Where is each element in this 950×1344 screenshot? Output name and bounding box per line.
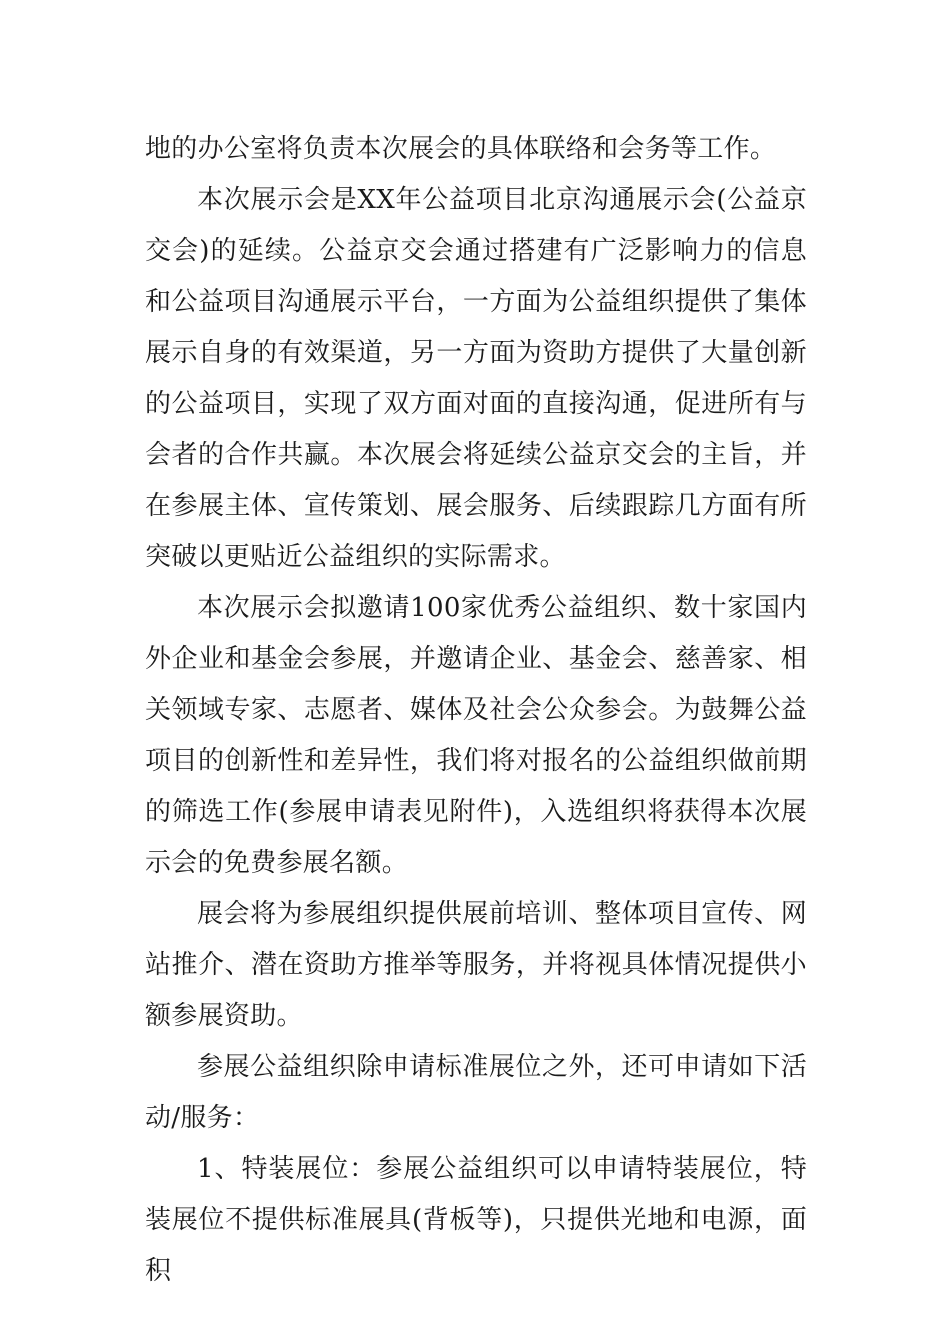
- document-body: [145, 124, 807, 1297]
- paragraph-4: 展会将为参展组织提供展前培训、整体项目宣传、网站推介、潜在资助方推举等服务，并将视具体情况提供小额参展资助。: [145, 899, 807, 1031]
- paragraph-2: 本次展示会是XX年公益项目北京沟通展示会(公益京交会)的延续。公益京交会通过搭建有广泛影响力的信息和公益项目沟通展示平台，一方面为公益组织提供了集体展示自身的有效渠道，另一方面为资助方提供了大量创新的公益项目，实现了双方面对面的直接沟通，促进所有与会者的合作共赢。本次展会将延续公益京交会的主旨，并在参展主体、宣传策划、展会服务、后续跟踪几方面有所突破以更贴近公益组织的实际需求。: [145, 185, 807, 572]
- paragraph-6: 1、特装展位：参展公益组织可以申请特装展位，特装展位不提供标准展具(背板等)，只提供光地和电源，面积: [145, 1154, 807, 1286]
- paragraph-3: 本次展示会拟邀请100家优秀公益组织、数十家国内外企业和基金会参展，并邀请企业、基金会、慈善家、相关领域专家、志愿者、媒体及社会公众参会。为鼓舞公益项目的创新性和差异性，我们将对报名的公益组织做前期的筛选工作(参展申请表见附件)，入选组织将获得本次展示会的免费参展名额。: [145, 593, 807, 878]
- paragraph-1: 地的办公室将负责本次展会的具体联络和会务等工作。: [145, 134, 777, 164]
- paragraph-5: 参展公益组织除申请标准展位之外，还可申请如下活动/服务：: [145, 1052, 807, 1133]
